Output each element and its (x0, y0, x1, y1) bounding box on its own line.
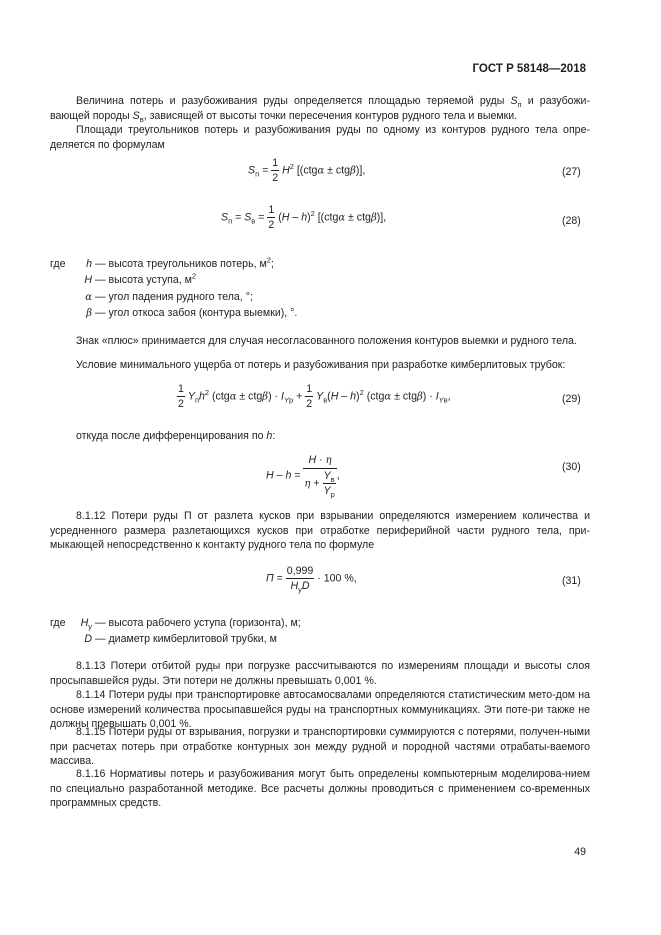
intro-text-a: Величина потерь и разубоживания руды определяется площадью теряемой руды (76, 95, 511, 107)
formula-27: $S_п$ = $\frac{1}{2}$ $H^2$ [(ctgα ± ctgβ)], (248, 157, 366, 184)
formula-29: $\frac{1}{2}$ $Y_пh^2$ $(ctg\alpha \pm ctg\beta) \cdot I_{Yр}$ + $\frac{1}{2}$ $Y_в(H - h)^2$ $(ctg\alpha \pm ctg\beta) \cdot I_{Yв}$, (178, 383, 451, 410)
equation-number-30: (30) (562, 461, 581, 473)
intro-text-c: , зависящей от высоты точки пересечения контуров рудного тела и выемки. (143, 109, 518, 122)
formula-31: П = $\frac{0,999}{H_уD}$ · 100 %, (266, 565, 357, 595)
document-code: ГОСТ Р 58148—2018 (472, 63, 586, 75)
def-beta: β — угол откоса забоя (контура выемки), °. (86, 307, 298, 319)
def-h: h — высота треугольников потерь, $м^2$; (86, 255, 274, 270)
intro-paragraph: Величина потерь и разубоживания руды определяется площадью теряемой руды $S_п$ и разубожи-вающей породы $S_в$, зависящей от высоты точки пересечения контуров рудного тела и выемки. (50, 95, 590, 124)
formulas-intro-paragraph: Площади треугольников потерь и разубоживания руды по одному из контуров рудного тела опре-деляется по формулам (50, 124, 590, 151)
formula-28: $S_п = S_в$ = $\frac{1}{2}$ (H – h)$^2$ [(ctgα ± ctgβ)], (221, 204, 387, 231)
formula-30: H – h = H · η η + $\frac{Y_в}{Y_р}$ , (266, 454, 340, 500)
equation-number-27: (27) (562, 166, 581, 178)
intro-text-b: и разубожи-вающей породы (50, 95, 590, 122)
paragraph-8-1-15: 8.1.15 Потери руды от взрывания, погрузки и транспортировки суммируются с потерями, получен-ными при расчетах потерь при отработке контурных зон между рудной и породной частями отрабаты-ваемого массива. (50, 726, 590, 767)
after-diff-line: откуда после дифференцирования по h: (76, 430, 276, 442)
paragraph-8-1-13: 8.1.13 Потери отбитой руды при погрузке рассчитываются по измерениям площади и высоты слоя просыпавшейся руды. Эти потери не должны превышать 0,001 %. (50, 660, 590, 687)
def-D: D — диаметр кимберлитовой трубки, м (84, 633, 277, 645)
def-Hy: $H_у$ — высота рабочего уступа (горизонта), м; (80, 617, 301, 632)
def-alpha: α — угол падения рудного тела, °; (85, 291, 253, 303)
equation-number-29: (29) (562, 393, 581, 405)
page-number: 49 (574, 846, 586, 858)
where-label-2: где (50, 617, 66, 629)
paragraph-8-1-16: 8.1.16 Нормативы потерь и разубоживания могут быть определены компьютерным моделирова-нием по специально разработанной методике. Все расчеты должны проводиться с применением со-временных программных средств. (50, 768, 590, 809)
plus-note-paragraph: Знак «плюс» принимается для случая несогласованного положения контуров выемки и рудного тела. (76, 335, 577, 347)
equation-number-31: (31) (562, 575, 581, 587)
equation-number-28: (28) (562, 215, 581, 227)
condition-paragraph: Условие минимального ущерба от потерь и разубоживания при разработке кимберлитовых трубок: (76, 359, 566, 371)
def-H: H — высота уступа, $м^2$ (84, 271, 197, 286)
where-label: где (50, 258, 66, 270)
paragraph-8-1-12: 8.1.12 Потери руды П от разлета кусков при взрывании определяются измерением количества и усредненного размера разлетающихся кусков при отработке периферийной части рудного тела, при-мыкающей непосредственно к контакту рудного тела по формуле (50, 510, 590, 551)
paragraph-8-1-14: 8.1.14 Потери руды при транспортировке автосамосвалами определяются статистическим мето-дом на основе измерений количества просыпавшейся руды на транспортных коммуникациях. Эти поте-ри также не должны превышать 0,001 %. (50, 689, 590, 730)
